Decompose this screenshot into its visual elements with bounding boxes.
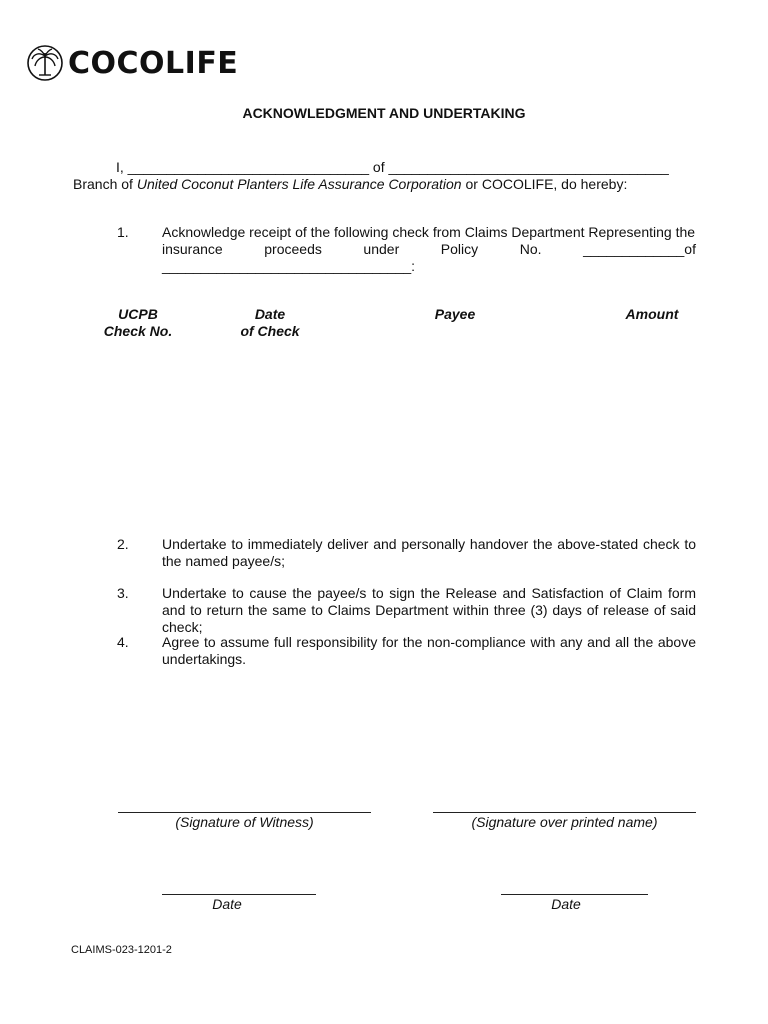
item-1-word: No.	[519, 241, 542, 257]
witness-signature-label: (Signature of Witness)	[175, 814, 314, 830]
column-header-check-no	[88, 306, 188, 340]
brand-name: COCOLIFE	[68, 45, 239, 81]
item-1-word: proceeds	[264, 241, 322, 257]
intro-branch-prefix: Branch of	[73, 176, 137, 192]
column-header-date-line-1: Date	[254, 306, 286, 322]
item-4-number: 4.	[117, 634, 129, 650]
item-1-line-2	[162, 241, 696, 258]
item-4-text: Agree to assume full responsibility for the non-compliance with any and all the above undertakings.	[162, 634, 696, 667]
column-header-check-no-line-2: Check No.	[103, 323, 173, 339]
document-title: ACKNOWLEDGMENT AND UNDERTAKING	[242, 105, 526, 121]
printed-name-signature-label: (Signature over printed name)	[471, 814, 658, 830]
item-1-word: insurance	[162, 241, 223, 257]
intro-branch-suffix: or COCOLIFE, do hereby:	[461, 176, 628, 192]
witness-signature-line	[118, 812, 371, 813]
item-1-word: under	[363, 241, 400, 257]
form-code: CLAIMS-023-1201-2	[71, 944, 172, 956]
column-header-amount: Amount	[625, 306, 679, 322]
column-header-payee: Payee	[434, 306, 476, 322]
item-1-number: 1.	[117, 224, 129, 240]
printed-name-signature-line	[433, 812, 696, 813]
column-header-date-of-check	[220, 306, 320, 340]
date-line-left	[162, 894, 316, 895]
item-3-text: Undertake to cause the payee/s to sign the Release and Satisfaction of Claim form and to return the same to Claims Department within three (3) days of release of said check;	[162, 585, 696, 635]
item-1-word: Policy	[440, 241, 479, 257]
intro-line-branch	[73, 176, 627, 193]
item-1-line-3: ________________________________:	[162, 258, 416, 274]
palm-tree-emblem-icon	[26, 44, 64, 82]
policy-number-field: _____________of	[583, 241, 696, 257]
date-label-left: Date	[212, 896, 242, 912]
column-header-date-line-2: of Check	[240, 323, 300, 339]
company-logo	[26, 44, 238, 82]
item-2-text: Undertake to immediately deliver and personally handover the above-stated check to the named payee/s;	[162, 536, 696, 569]
item-1-body	[162, 224, 696, 275]
company-full-name: United Coconut Planters Life Assurance Corporation	[136, 176, 462, 192]
date-line-right	[501, 894, 648, 895]
item-2-number: 2.	[117, 536, 129, 552]
date-label-right: Date	[551, 896, 581, 912]
item-1-line-1	[162, 224, 696, 241]
intro-line-name-field: I, _______________________________ of ____________________________________	[116, 159, 669, 175]
column-header-check-no-line-1: UCPB	[118, 306, 158, 322]
item-1-text-1: Acknowledge receipt of the following check from Claims Department Representing the	[162, 224, 696, 240]
item-3-number: 3.	[117, 585, 129, 601]
